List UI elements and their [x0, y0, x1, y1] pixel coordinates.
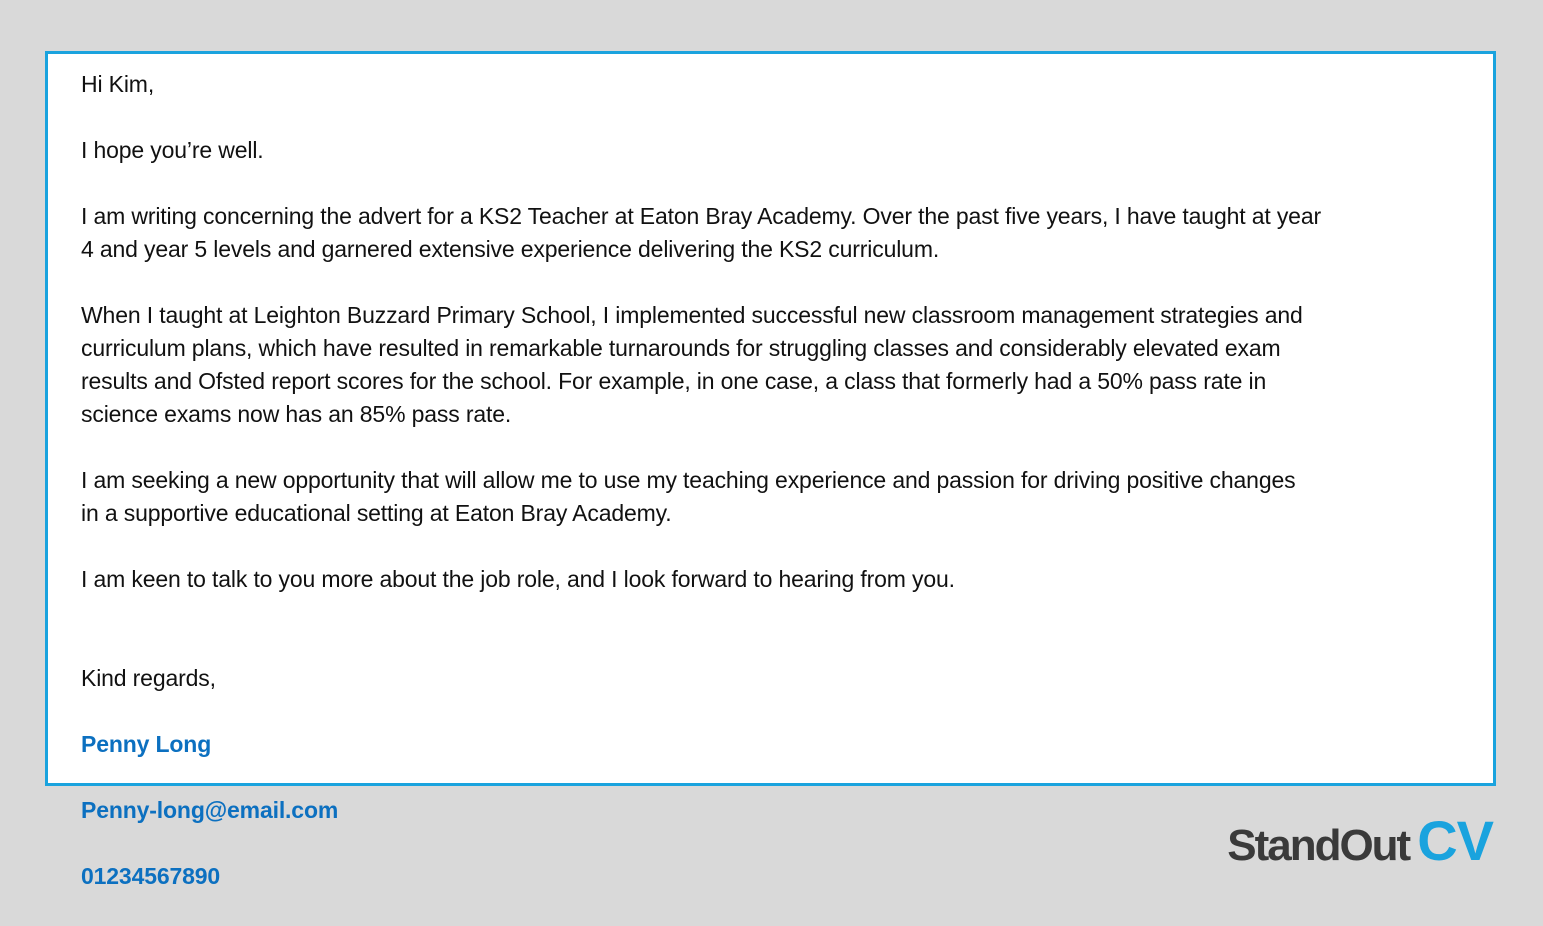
logo-text-cv: CV: [1417, 809, 1493, 872]
letter-greeting: Hi Kim,: [81, 71, 155, 97]
letter-paragraph-3: When I taught at Leighton Buzzard Primary School, I implemented successful new classroom management strategies and curriculum plans, which have resulted in remarkable turnarounds for struggling classes and considerably elevated exam results and Ofsted report scores for the school. For example, in one case, a class that formerly had a 50% pass rate in science exams now has an 85% pass rate.: [81, 302, 1303, 427]
letter-paragraph-1: I hope you’re well.: [81, 137, 264, 163]
standout-cv-logo: [1227, 808, 1493, 872]
letter-paragraph-4: I am seeking a new opportunity that will allow me to use my teaching experience and passion for driving positive changes in a supportive educational setting at Eaton Bray Academy.: [81, 467, 1296, 526]
signature-phone: 01234567890: [81, 863, 221, 889]
letter-signoff: [81, 629, 1466, 926]
letter-paragraph-5: I am keen to talk to you more about the job role, and I look forward to hearing from you.: [81, 566, 955, 592]
letter-paragraph-2: I am writing concerning the advert for a KS2 Teacher at Eaton Bray Academy. Over the past five years, I have taught at year 4 and year 5 levels and garnered extensive experience delivering the KS2 curriculum.: [81, 203, 1321, 262]
signoff-text: Kind regards,: [81, 665, 216, 691]
signature-name: Penny Long: [81, 731, 212, 757]
letter-body: [81, 68, 1466, 926]
signature-email: Penny-long@email.com: [81, 797, 339, 823]
logo-text-standout: StandOut: [1227, 821, 1410, 870]
